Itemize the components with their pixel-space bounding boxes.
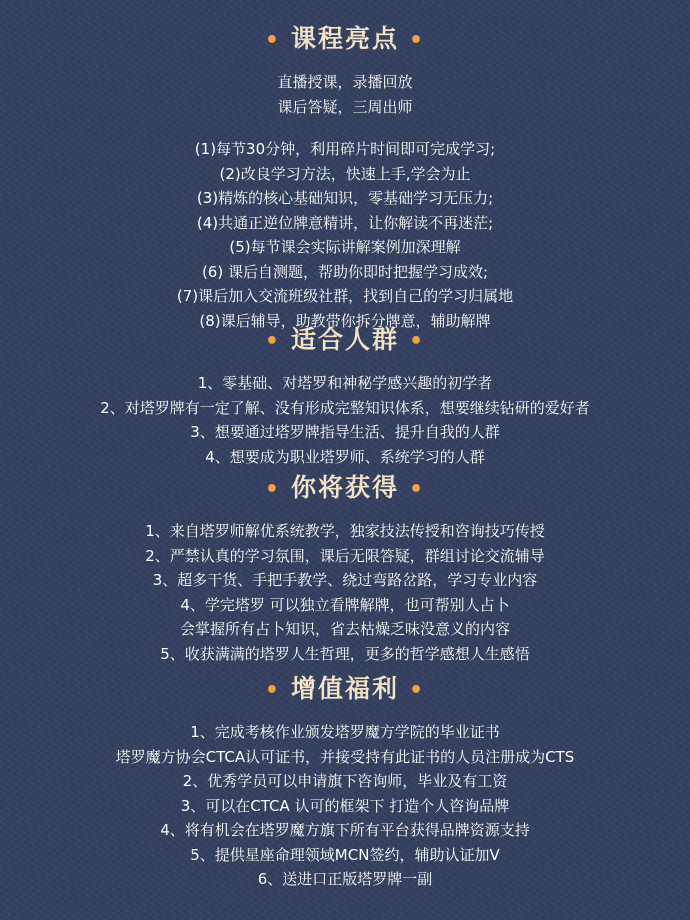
audience-item: 1、零基础、对塔罗和神秘学感兴趣的初学者	[197, 374, 493, 392]
highlights-section	[0, 20, 690, 333]
bullet-icon: •	[264, 678, 281, 703]
bullet-icon: •	[409, 329, 426, 354]
benefits-item: 6、送进口正版塔罗牌一副	[257, 870, 433, 888]
audience-item: 3、想要通过塔罗牌指导生活、提升自我的人群	[190, 423, 500, 441]
gains-item: 会掌握所有占卜知识，省去枯燥乏味没意义的内容	[179, 620, 510, 638]
bullet-icon: •	[409, 678, 426, 703]
audience-section	[0, 321, 690, 469]
benefits-item: 塔罗魔方协会CTCA认可证书，并接受持有此证书的人员注册成为CTS	[115, 747, 575, 766]
gains-item: 4、学完塔罗 可以独立看牌解牌，也可帮别人占卜	[180, 595, 510, 614]
bullet-icon: •	[264, 477, 281, 502]
audience-title: 适合人群	[290, 325, 399, 354]
highlights-item: (6) 课后自测题，帮助你即时把握学习成效;	[201, 262, 489, 281]
benefits-item: 5、提供星座命理领域MCN签约，辅助认证加V	[190, 845, 500, 864]
gains-section	[0, 469, 690, 666]
benefits-section	[0, 670, 690, 892]
audience-item: 4、想要成为职业塔罗师、系统学习的人群	[205, 447, 485, 466]
audience-item: 2、对塔罗牌有一定了解、没有形成完整知识体系，想要继续钻研的爱好者	[100, 398, 590, 417]
highlights-heading	[0, 20, 690, 58]
benefits-item: 4、将有机会在塔罗魔方旗下所有平台获得品牌资源支持	[160, 821, 530, 839]
highlights-item: (8)课后辅导，助教带你拆分牌意，辅助解牌	[199, 311, 491, 330]
gains-item: 5、收获满满的塔罗人生哲理，更多的哲学感想人生感悟	[160, 644, 530, 663]
gains-item: 1、来自塔罗师解优系统教学，独家技法传授和咨询技巧传授	[145, 522, 545, 540]
highlights-item: (1)每节30分钟，利用碎片时间即可完成学习;	[194, 140, 496, 158]
audience-heading	[0, 321, 690, 359]
benefits-item: 2、优秀学员可以申请旗下咨询师，毕业及有工资	[182, 772, 508, 790]
bullet-icon: •	[264, 28, 281, 53]
benefits-item: 3、可以在CTCA 认可的框架下 打造个人咨询品牌	[180, 796, 510, 815]
highlights-item: (2)改良学习方法，快速上手,学会为止	[219, 164, 471, 183]
bullet-icon: •	[264, 329, 281, 354]
gains-item: 2、严禁认真的学习氛围，课后无限答疑，群组讨论交流辅导	[145, 546, 545, 565]
highlights-item: (5)每节课会实际讲解案例加深理解	[229, 238, 461, 256]
highlights-intro-line: 直播授课，录播回放	[277, 73, 413, 91]
bullet-icon: •	[409, 477, 426, 502]
benefits-item: 1、完成考核作业颁发塔罗魔方学院的毕业证书	[190, 723, 500, 741]
benefits-title: 增值福利	[290, 674, 399, 703]
bullet-icon: •	[409, 28, 426, 53]
highlights-item: (4)共通正逆位牌意精讲，让你解读不再迷茫;	[196, 213, 494, 232]
benefits-heading	[0, 670, 690, 708]
gains-item: 3、超多干货、手把手教学、绕过弯路岔路，学习专业内容	[152, 571, 538, 589]
highlights-item: (3)精炼的核心基础知识，零基础学习无压力;	[196, 189, 494, 207]
highlights-intro-line: 课后答疑，三周出师	[277, 97, 413, 116]
highlights-item: (7)课后加入交流班级社群，找到自己的学习归属地	[176, 287, 514, 305]
gains-heading	[0, 469, 690, 507]
highlights-title: 课程亮点	[290, 24, 399, 53]
gains-title: 你将获得	[290, 473, 399, 502]
